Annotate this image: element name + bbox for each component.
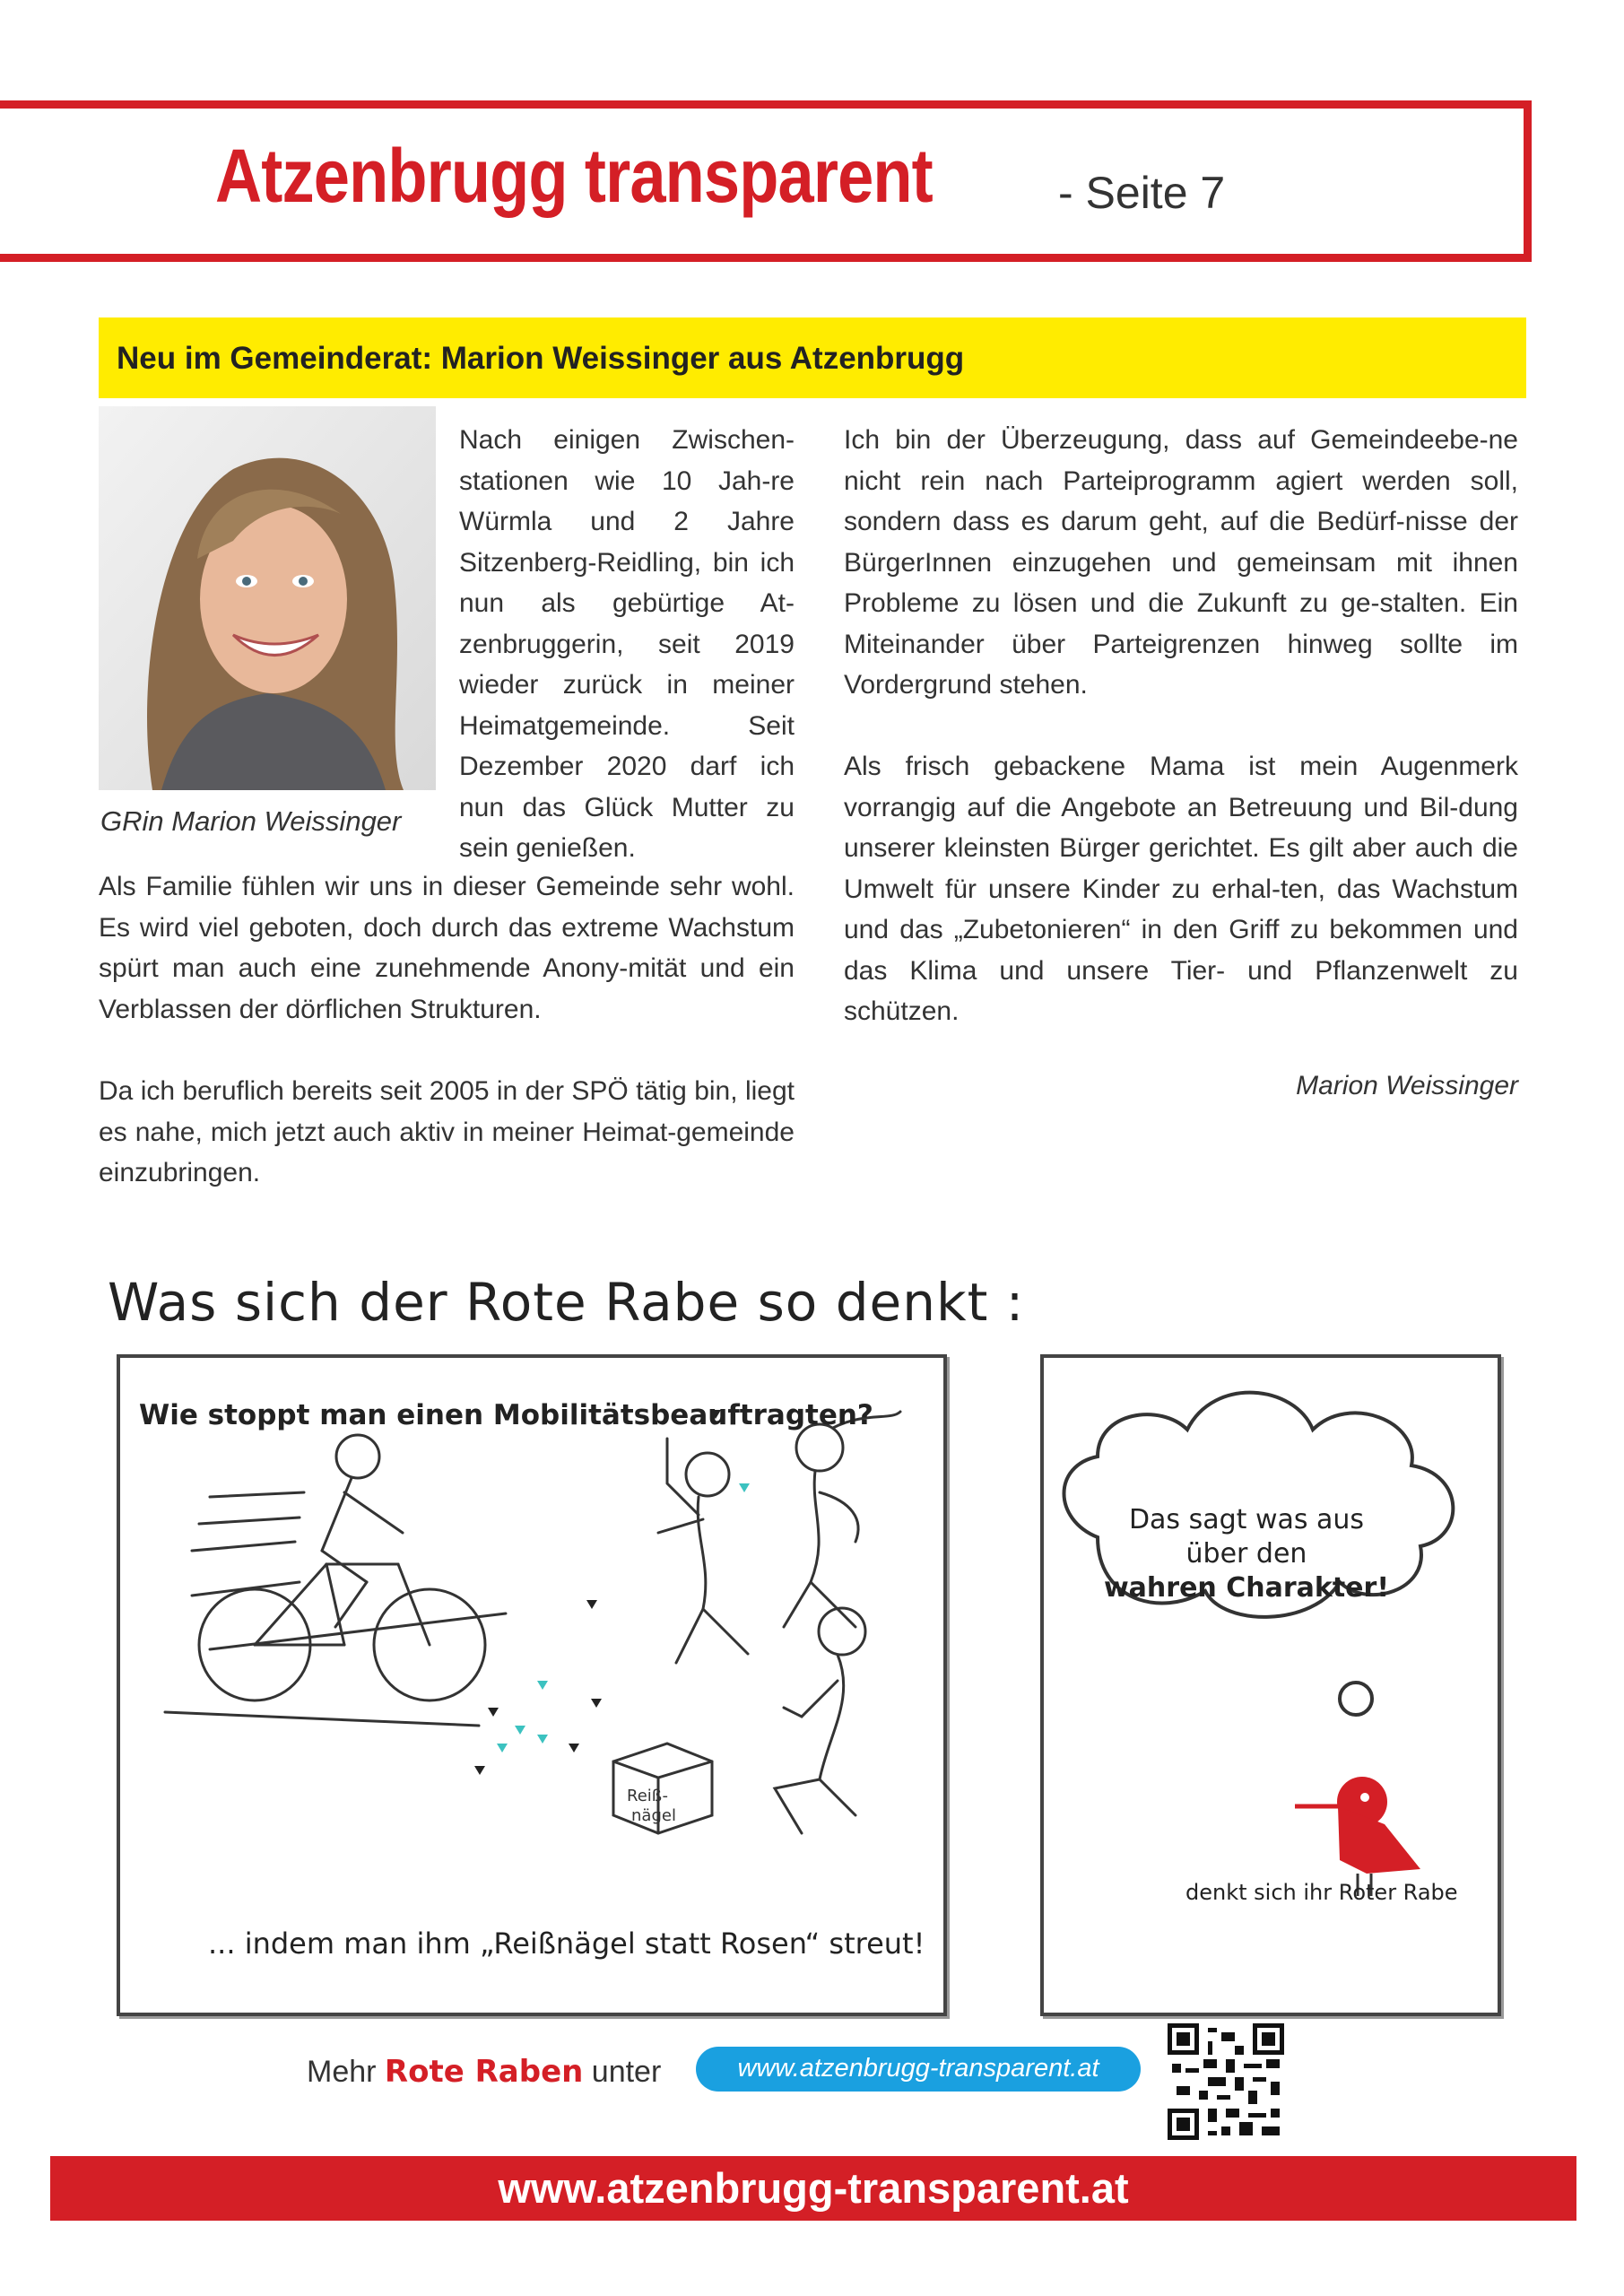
box-label-line1: Reiß- [627,1787,668,1805]
cartoon-punchline: ... indem man ihm „Reißnägel statt Rosen“ streut! [208,1926,925,1961]
article-title: Neu im Gemeinderat: Marion Weissinger aus Atzenbrugg [117,341,965,376]
bubble-line: wahren Charakter! [1103,1572,1390,1604]
raven-panel [1040,1354,1501,2016]
cartoon-panel [117,1354,947,2016]
cartoon-question: Wie stoppt man einen Mobilitätsbeauftragten? [139,1399,873,1431]
article-paragraph: Ich bin der Überzeugung, dass auf Gemeindeebe-ne nicht rein nach Parteiprogramm agiert werden soll, sondern dass es darum geht, auf die Bedürf-nisse der BürgerInnen einzugehen und gemeinsam mit ihnen Probleme zu lösen und die Zukunft zu ge-stalten. Ein Miteinander über Parteigrenzen hinweg sollte im Vordergrund stehen. [844,425,1518,700]
more-prefix: Mehr [307,2055,385,2089]
article-paragraph: Als Familie fühlen wir uns in dieser Gemeinde sehr wohl. Es wird viel geboten, doch durch das extreme Wachstum spürt man auch eine zunehmende Anony-mität und ein Verblassen der dörflichen Strukturen. [99,872,795,1024]
thought-bubble-drawing [1044,1358,1498,2013]
qr-code-icon [1168,2023,1284,2140]
page-number: - Seite 7 [1058,168,1226,218]
cartoon-drawing [120,1358,943,2013]
author-signature: Marion Weissinger [1296,1071,1518,1100]
more-accent: Rote Raben [384,2054,584,2090]
article-paragraph: Als frisch gebackene Mama ist mein Augenmerk vorrangig auf die Angebote an Betreuung und Bil-dung unserer kleinsten Bürger gerichtet. Es gilt aber auch die Umwelt für unsere Kinder zu erhal-ten, das Wachstum und das „Zubetonieren“ in den Griff zu bekommen und das Klima und unsere Tier- und Pflanzenwelt zu schützen. [844,752,1518,1026]
more-ravens-text [307,2054,661,2090]
cartoon-heading: Was sich der Rote Rabe so denkt : [108,1272,1025,1333]
newspaper-title: Atzenbrugg transparent [215,134,933,218]
box-label-line2: nägel [631,1806,676,1825]
more-suffix: unter [583,2055,662,2089]
bubble-line: Das sagt was aus [1128,1504,1365,1535]
raven-caption: denkt sich ihr Roter Rabe [1185,1880,1458,1905]
portrait-photo [99,406,436,790]
footer-website-link[interactable]: www.atzenbrugg-transparent.at [498,2164,1129,2212]
thought-bubble-text [1099,1503,1394,1605]
thumbtacks [474,1410,750,1775]
website-link[interactable]: www.atzenbrugg-transparent.at [737,2054,1099,2083]
red-raven-icon [1295,1777,1420,1896]
bubble-line: über den [1185,1538,1307,1570]
article-paragraph: Nach einigen Zwischen-stationen wie 10 Jah-re Würmla und 2 Jahre Sitzenberg-Reidling, bin ich nun als gebürtige At-zenbruggerin, seit 2019 wieder zurück in meiner Heimatgemeinde. Seit Dezember 2020 darf ich nun das Glück Mutter zu sein genießen. [459,425,795,863]
photo-caption: GRin Marion Weissinger [100,805,402,837]
article-paragraph: Da ich beruflich bereits seit 2005 in der SPÖ tätig bin, liegt es nahe, mich jetzt auch aktiv in meiner Heimat-gemeinde einzubringen. [99,1076,795,1187]
